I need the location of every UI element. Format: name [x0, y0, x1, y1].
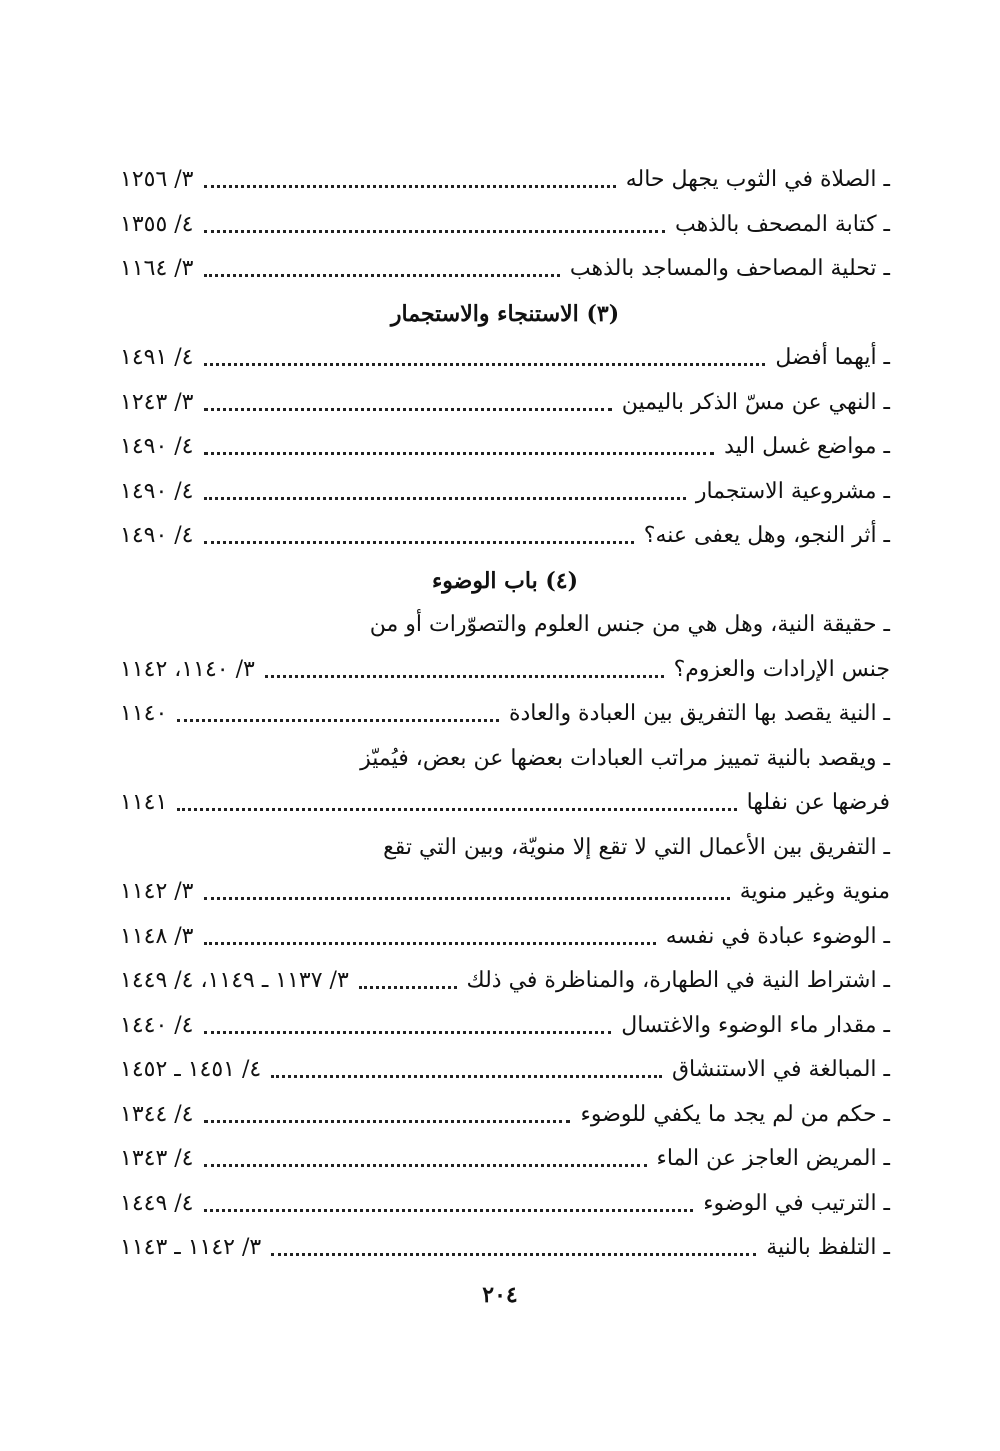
entry-text: ـ مقدار ماء الوضوء والاغتسال: [621, 1012, 890, 1038]
dot-leader: [204, 1030, 612, 1034]
dot-leader: [204, 229, 665, 233]
index-entry: [120, 1226, 890, 1271]
page-reference: ٣/ ١١٤٠، ١١٤٢: [120, 656, 255, 682]
index-entry: [120, 781, 890, 826]
page-reference: ١١٤٠: [120, 701, 168, 727]
entry-text: ـ التلفظ بالنية: [766, 1235, 890, 1261]
page-number: ٢٠٤: [482, 1282, 518, 1308]
index-entry: [120, 336, 890, 381]
index-entry-line: [120, 826, 890, 871]
dot-leader: [204, 941, 656, 945]
index-entry: [120, 158, 890, 203]
dot-leader: [204, 1119, 571, 1123]
entry-text: ـ التفريق بين الأعمال التي لا تقع إلا منويّة، وبين التي تقع: [383, 834, 890, 860]
entry-text: ـ اشتراط النية في الطهارة، والمناظرة في ذلك: [466, 968, 890, 994]
index-entry: [120, 470, 890, 515]
dot-leader: [204, 540, 634, 544]
entry-text: ـ كتابة المصحف بالذهب: [674, 211, 890, 237]
entry-text: ـ أيهما أفضل: [775, 345, 890, 371]
index-entry-line: [120, 737, 890, 782]
dot-leader: [271, 1252, 756, 1256]
dot-leader: [204, 496, 686, 500]
page-reference: ٣/ ١١٤٢ ـ ١١٤٣: [120, 1235, 262, 1261]
page-reference: ٣/ ١١٣٧ ـ ١١٤٩، ٤/ ١٤٤٩: [120, 968, 349, 994]
page-reference: ٣/ ١٢٤٣: [120, 389, 194, 415]
page-reference: ٤/ ١٤٤٩: [120, 1190, 194, 1216]
entry-text: ـ المبالغة في الاستنشاق: [671, 1057, 890, 1083]
section-heading: (٣) الاستنجاء والاستجمار: [390, 300, 620, 327]
entry-text: ـ أثر النجو، وهل يعفى عنه؟: [643, 523, 890, 549]
page-reference: ٤/ ١٤٩١: [120, 345, 194, 371]
page-reference: ٤/ ١٣٥٥: [120, 211, 194, 237]
index-entry: [120, 648, 890, 693]
index-entry: [120, 870, 890, 915]
dot-leader: [177, 718, 499, 722]
dot-leader: [359, 985, 457, 989]
entry-text: ـ الوضوء عبادة في نفسه: [665, 923, 890, 949]
page-reference: ٣/ ١٢٥٦: [120, 167, 194, 193]
index-entry: [120, 1137, 890, 1182]
index-entry: [120, 1182, 890, 1227]
page-reference: ٤/ ١٤٩٠: [120, 523, 194, 549]
index-entry: [120, 692, 890, 737]
dot-leader: [204, 362, 766, 366]
dot-leader: [265, 674, 664, 678]
entry-text: ـ حكم من لم يجد ما يكفي للوضوء: [580, 1101, 890, 1127]
page-reference: ٤/ ١٤٩٠: [120, 434, 194, 460]
entry-text: ـ تحلية المصاحف والمساجد بالذهب: [569, 256, 890, 282]
index-entry: [120, 1048, 890, 1093]
entry-text: جنس الإرادات والعزوم؟: [673, 656, 890, 682]
entry-text: ـ ويقصد بالنية تمييز مراتب العبادات بعضها عن بعض، فيُميّز: [360, 745, 890, 771]
entry-text: ـ النهي عن مسّ الذكر باليمين: [621, 389, 890, 415]
page-reference: ٣/ ١١٦٤: [120, 256, 194, 282]
index-entry: [120, 1093, 890, 1138]
page-reference: ٤/ ١٤٩٠: [120, 478, 194, 504]
dot-leader: [204, 407, 612, 411]
entry-text: ـ مواضع غسل اليد: [724, 434, 890, 460]
page-reference: ٤/ ١٣٤٣: [120, 1146, 194, 1172]
dot-leader: [204, 896, 730, 900]
index-entry: [120, 425, 890, 470]
entry-text: فرضها عن نفلها: [746, 790, 890, 816]
entry-text: ـ الصلاة في الثوب يجهل حاله: [625, 167, 890, 193]
page-reference: ٣/ ١١٤٢: [120, 879, 194, 905]
entry-text: ـ مشروعية الاستجمار: [695, 478, 890, 504]
index-list: [120, 158, 890, 1271]
index-entry: [120, 959, 890, 1004]
page-reference: ٤/ ١٤٥١ ـ ١٤٥٢: [120, 1057, 262, 1083]
entry-text: ـ الترتيب في الوضوء: [703, 1190, 890, 1216]
dot-leader: [204, 184, 616, 188]
page-reference: ١١٤١: [120, 790, 168, 816]
dot-leader: [204, 1163, 647, 1167]
entry-text: ـ حقيقة النية، وهل هي من جنس العلوم والتصوّرات أو من: [369, 612, 890, 638]
index-entry: [120, 381, 890, 426]
section-heading: (٤) باب الوضوء: [431, 567, 579, 594]
index-entry-line: [120, 603, 890, 648]
page-reference: ٣/ ١١٤٨: [120, 923, 194, 949]
index-entry: [120, 1004, 890, 1049]
index-entry: [120, 915, 890, 960]
dot-leader: [204, 1208, 694, 1212]
index-entry: [120, 514, 890, 559]
entry-text: ـ النية يقصد بها التفريق بين العبادة والعادة: [508, 701, 890, 727]
entry-text: منوية وغير منوية: [739, 879, 890, 905]
index-entry: [120, 247, 890, 292]
dot-leader: [271, 1074, 662, 1078]
page-reference: ٤/ ١٣٤٤: [120, 1101, 194, 1127]
entry-text: ـ المريض العاجز عن الماء: [656, 1146, 890, 1172]
page-reference: ٤/ ١٤٤٠: [120, 1012, 194, 1038]
dot-leader: [204, 273, 560, 277]
index-entry: [120, 203, 890, 248]
dot-leader: [204, 451, 715, 455]
dot-leader: [177, 807, 736, 811]
